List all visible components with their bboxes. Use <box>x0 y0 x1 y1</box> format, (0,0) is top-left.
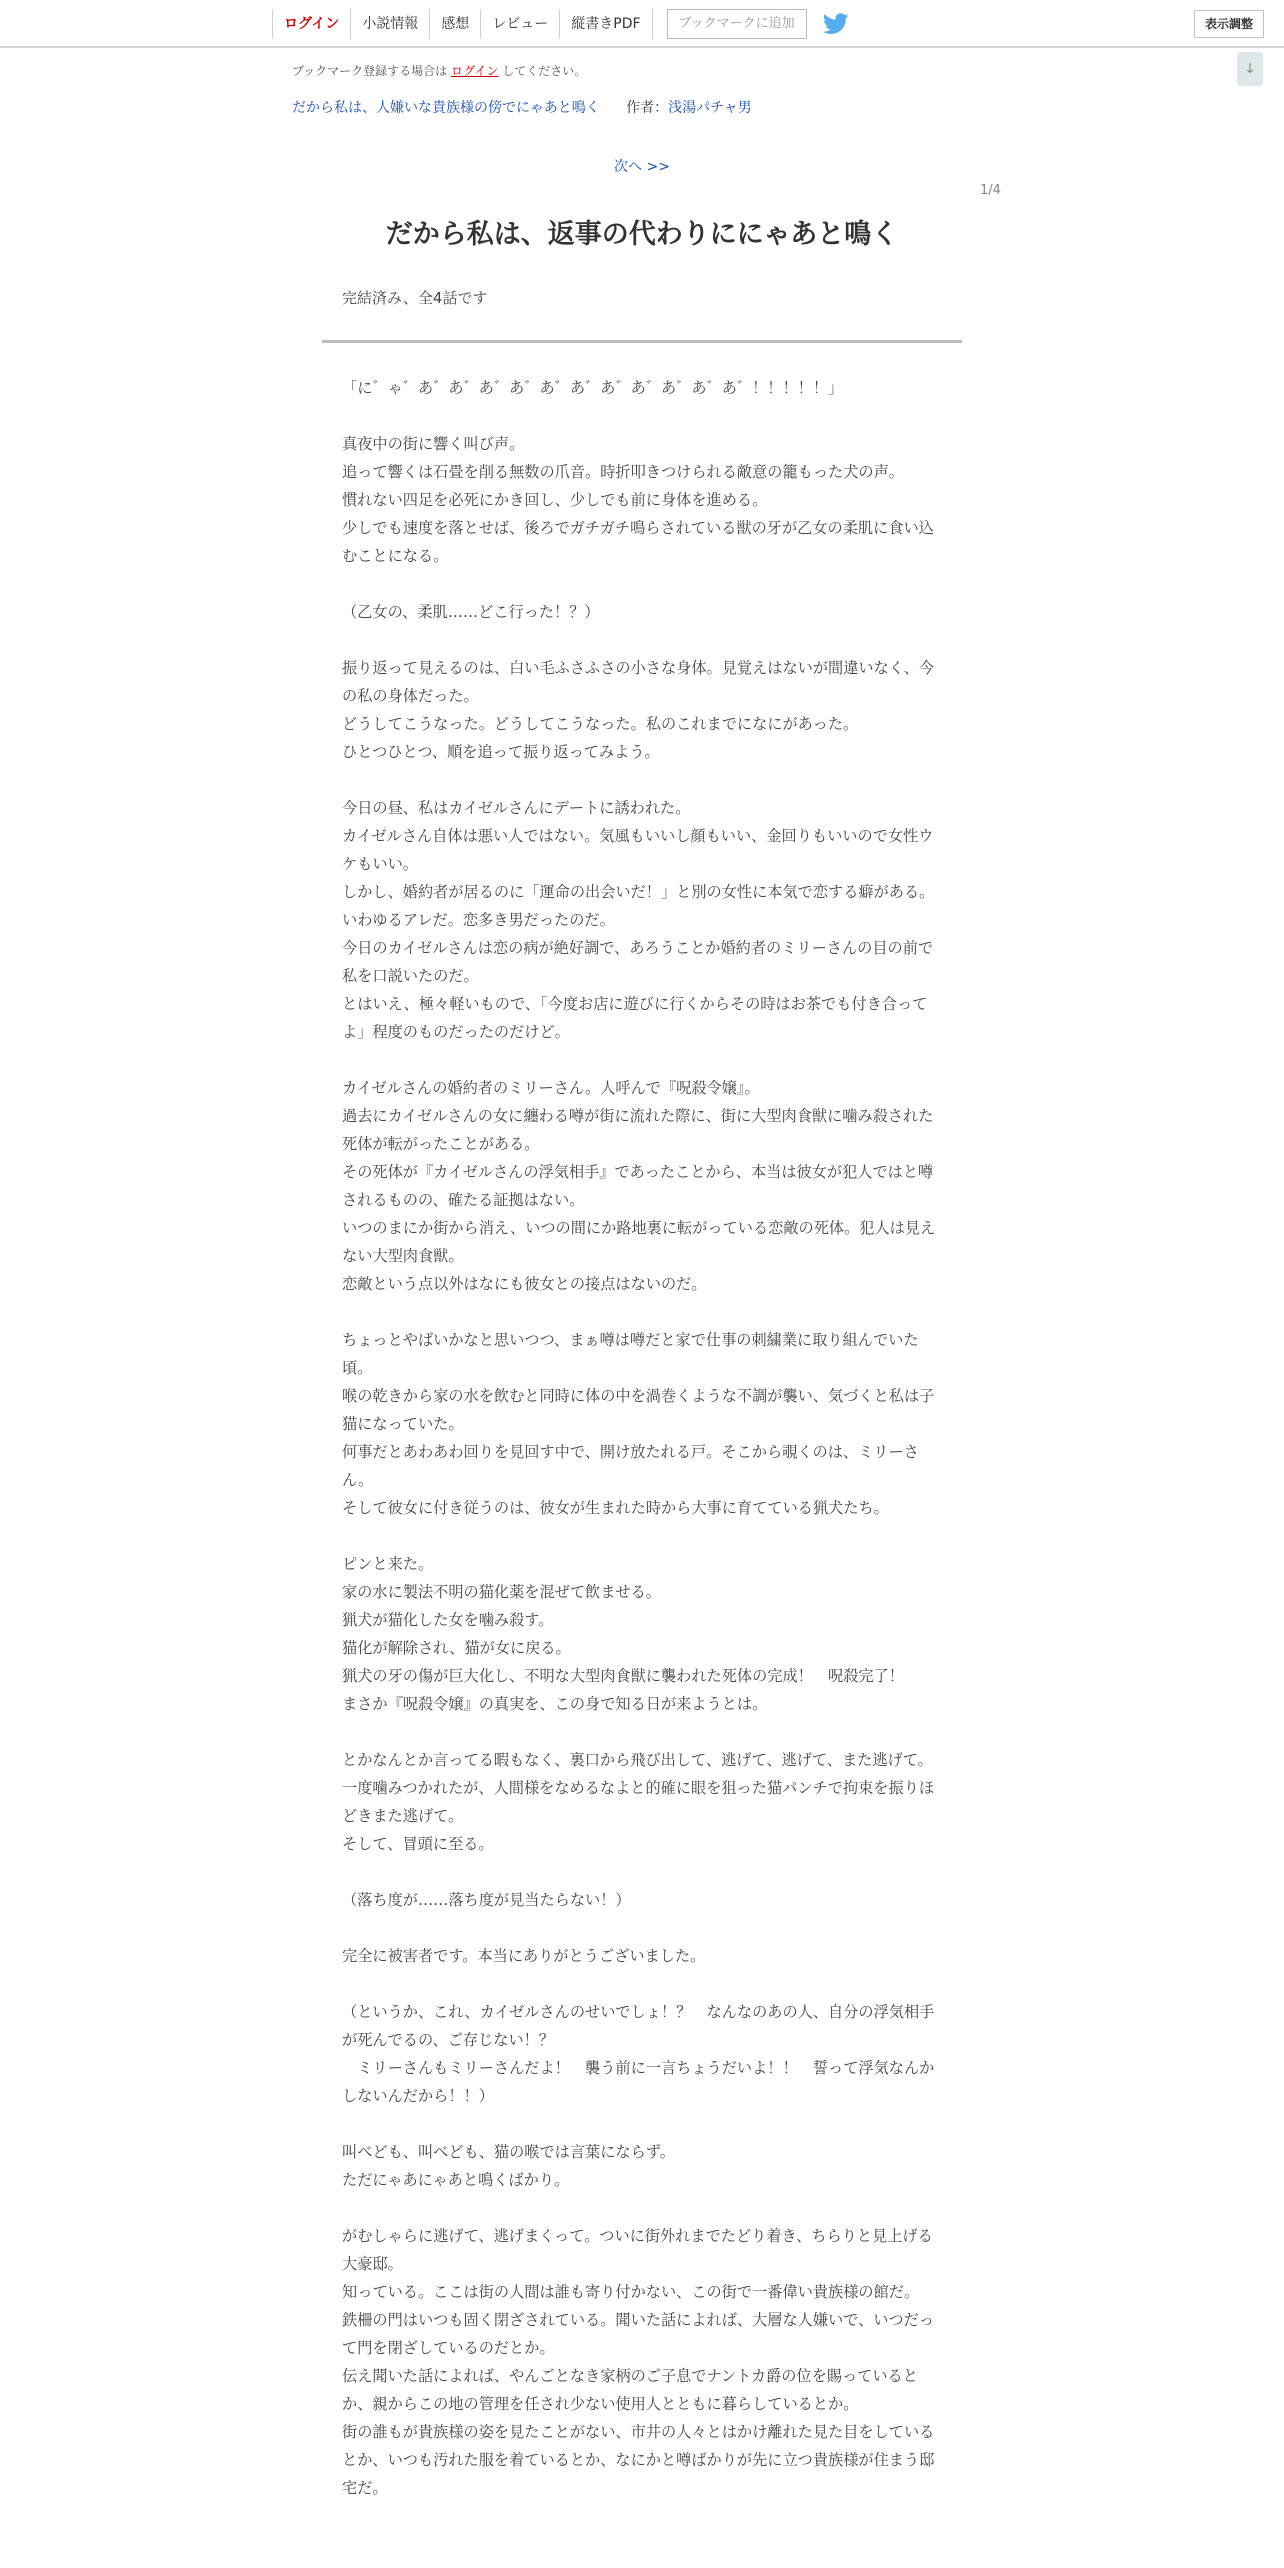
nav-impressions[interactable]: 感想 <box>429 9 480 39</box>
blank-line <box>342 1970 942 1998</box>
novel-body <box>342 374 942 2502</box>
blank-line <box>342 2110 942 2138</box>
blank-line <box>342 766 942 794</box>
blank-line <box>342 1914 942 1942</box>
body-paragraph: ちょっとやばいかなと思いつつ、まぁ噂は噂だと家で仕事の刺繍業に取り組んでいた頃。 <box>342 1331 919 1377</box>
body-paragraph: （落ち度が……落ち度が見当たらない！） <box>342 1891 631 1909</box>
login-notice-link[interactable]: ログイン <box>451 64 499 78</box>
body-paragraph: 喉の乾きから家の水を飲むと同時に体の中を渦巻くような不調が襲い、気づくと私は子猫になっていた。 <box>342 1387 935 1433</box>
author-label: 作者： <box>626 100 669 116</box>
body-paragraph: ピンと来た。 <box>342 1555 434 1573</box>
body-paragraph: がむしゃらに逃げて、逃げまくって。ついに街外れまでたどり着き、ちらりと見上げる大豪邸。 <box>342 2227 933 2273</box>
body-paragraph: どうしてこうなった。どうしてこうなった。私のこれまでになにがあった。 <box>342 715 859 733</box>
blank-line <box>342 1858 942 1886</box>
next-page-link[interactable]: 次へ >> <box>614 159 670 175</box>
page-counter: 1/4 <box>980 183 1001 198</box>
nav-novel-info[interactable]: 小説情報 <box>350 9 429 39</box>
blank-line <box>342 1298 942 1326</box>
body-paragraph: とはいえ、極々軽いもので、「今度お店に遊びに行くからその時はお茶でも付き合ってよ」程度のものだったのだけど。 <box>342 995 928 1041</box>
body-paragraph: 追って響くは石畳を削る無数の爪音。時折叩きつけられる敵意の籠もった犬の声。 <box>342 463 904 481</box>
series-info <box>292 97 752 117</box>
blank-line <box>342 1046 942 1074</box>
body-paragraph: ミリーさんもミリーさんだよ！ 襲う前に一言ちょうだいよ！！ 誓って浮気なんかしないんだから！！） <box>342 2059 935 2105</box>
body-paragraph: （乙女の、柔肌……どこ行った！？） <box>342 603 600 621</box>
blank-line <box>342 626 942 654</box>
body-paragraph: 街の誰もが貴族様の姿を見たことがない、市井の人々とはかけ離れた見た目をしているとか、いつも汚れた服を着ているとか、なにかと噂ばかりが先に立つ貴族様が住まう邸宅だ。 <box>342 2423 935 2497</box>
body-paragraph: 猫化が解除され、猫が女に戻る。 <box>342 1639 571 1657</box>
body-paragraph: まさか『呪殺令嬢』の真実を、この身で知る日が来ようとは。 <box>342 1695 768 1713</box>
preface-text: 完結済み、全4話です <box>342 289 488 307</box>
display-settings-button[interactable]: 表示調整 <box>1194 10 1264 38</box>
body-paragraph: 叫べども、叫べども、猫の喉では言葉にならず。 <box>342 2143 675 2161</box>
login-notice <box>292 62 586 79</box>
body-paragraph: とかなんとか言ってる暇もなく、裏口から飛び出して、逃げて、逃げて、また逃げて。 <box>342 1751 933 1769</box>
body-paragraph: 知っている。ここは街の人間は誰も寄り付かない、この街で一番偉い貴族様の館だ。 <box>342 2283 920 2301</box>
nav-login[interactable]: ログイン <box>272 9 350 39</box>
body-paragraph: 真夜中の街に響く叫び声。 <box>342 435 525 453</box>
add-bookmark-button[interactable]: ブックマークに追加 <box>667 9 807 39</box>
nav-vertical-pdf[interactable]: 縦書きPDF <box>559 9 652 39</box>
body-paragraph: 振り返って見えるのは、白い毛ふさふさの小さな身体。見覚えはないが間違いなく、今の私の身体だった。 <box>342 659 935 705</box>
scroll-down-button[interactable]: ↓ <box>1237 52 1263 86</box>
body-paragraph: 今日の昼、私はカイゼルさんにデートに誘われた。 <box>342 799 691 817</box>
blank-line <box>342 1522 942 1550</box>
body-paragraph: （というか、これ、カイゼルさんのせいでしょ！？ なんなのあの人、自分の浮気相手が死んでるの、ご存じない！？ <box>342 2003 935 2049</box>
blank-line <box>342 402 942 430</box>
login-notice-before: ブックマーク登録する場合は <box>292 64 448 78</box>
body-paragraph: 家の水に製法不明の猫化薬を混ぜて飲ませる。 <box>342 1583 661 1601</box>
series-title-link[interactable]: だから私は、人嫌いな貴族様の傍でにゃあと鳴く <box>292 100 600 116</box>
body-paragraph: 少しでも速度を落とせば、後ろでガチガチ鳴らされている獣の牙が乙女の柔肌に食い込むことになる。 <box>342 519 934 565</box>
body-paragraph: 猟犬の牙の傷が巨大化し、不明な大型肉食獣に襲われた死体の完成！ 呪殺完了！ <box>342 1667 904 1685</box>
body-paragraph: 鉄柵の門はいつも固く閉ざされている。聞いた話によれば、大層な人嫌いで、いつだって門を閉ざしているのだとか。 <box>342 2311 935 2357</box>
body-paragraph: 何事だとあわあわ回りを見回す中で、開け放たれる戸。そこから覗くのは、ミリーさん。 <box>342 1443 919 1489</box>
body-paragraph: 慣れない四足を必死にかき回し、少しでも前に身体を進める。 <box>342 491 768 509</box>
blank-line <box>342 2194 942 2222</box>
body-paragraph: 今日のカイゼルさんは恋の病が絶好調で、あろうことか婚約者のミリーさんの目の前で私を口説いたのだ。 <box>342 939 934 985</box>
body-paragraph: 恋敵という点以外はなにも彼女との接点はないのだ。 <box>342 1275 707 1293</box>
body-paragraph: 完全に被害者です。本当にありがとうございました。 <box>342 1947 706 1965</box>
login-notice-after: してください。 <box>502 64 587 78</box>
body-paragraph: カイゼルさん自体は悪い人ではない。気風もいいし顔もいい、金回りもいいので女性ウケもいい。 <box>342 827 934 873</box>
body-paragraph: 猟犬が猫化した女を噛み殺す。 <box>342 1611 554 1629</box>
nav-review[interactable]: レビュー <box>480 9 559 39</box>
body-paragraph: しかし、婚約者が居るのに「運命の出会いだ！」と別の女性に本気で恋する癖がある。いわゆるアレだ。恋多き男だったのだ。 <box>342 883 935 929</box>
body-paragraph: いつのまにか街から消え、いつの間にか路地裏に転がっている恋敵の死体。犯人は見えない大型肉食獣。 <box>342 1219 936 1265</box>
main-nav <box>272 8 849 40</box>
body-paragraph: その死体が『カイゼルさんの浮気相手』であったことから、本当は彼女が犯人ではと噂されるものの、確たる証拠はない。 <box>342 1163 934 1209</box>
body-paragraph: 過去にカイゼルさんの女に纏わる噂が街に流れた際に、街に大型肉食獣に噛み殺された死体が転がったことがある。 <box>342 1107 934 1153</box>
blank-line <box>342 570 942 598</box>
body-paragraph: ただにゃあにゃあと鳴くばかり。 <box>342 2171 570 2189</box>
body-paragraph: 「に゛ゃ゛あ゛あ゛あ゛あ゛あ゛あ゛あ゛あ゛あ゛あ゛あ゛！！！！！」 <box>342 379 844 397</box>
body-paragraph: そして彼女に付き従うのは、彼女が生まれた時から大事に育てている猟犬たち。 <box>342 1499 889 1517</box>
twitter-bird-icon[interactable] <box>823 13 849 35</box>
body-paragraph: ひとつひとつ、順を追って振り返ってみよう。 <box>342 743 660 761</box>
chapter-title: だから私は、返事の代わりににゃあと鳴く <box>385 219 899 250</box>
top-navigation-bar <box>0 0 1284 48</box>
body-paragraph: そして、冒頭に至る。 <box>342 1835 494 1853</box>
body-paragraph: 伝え聞いた話によれば、やんごとなき家柄のご子息でナントカ爵の位を賜っているとか、親からこの地の管理を任され少ない使用人とともに暮らしているとか。 <box>342 2367 918 2413</box>
divider <box>322 340 962 343</box>
blank-line <box>342 1718 942 1746</box>
body-paragraph: 一度噛みつかれたが、人間様をなめるなよと的確に眼を狙った猫パンチで拘束を振りほどきまた逃げて。 <box>342 1779 935 1825</box>
author-link[interactable]: 浅湯パチャ男 <box>668 100 752 116</box>
next-page-link-wrapper <box>0 156 1284 176</box>
body-paragraph: カイゼルさんの婚約者のミリーさん。人呼んで『呪殺令嬢』。 <box>342 1079 760 1097</box>
